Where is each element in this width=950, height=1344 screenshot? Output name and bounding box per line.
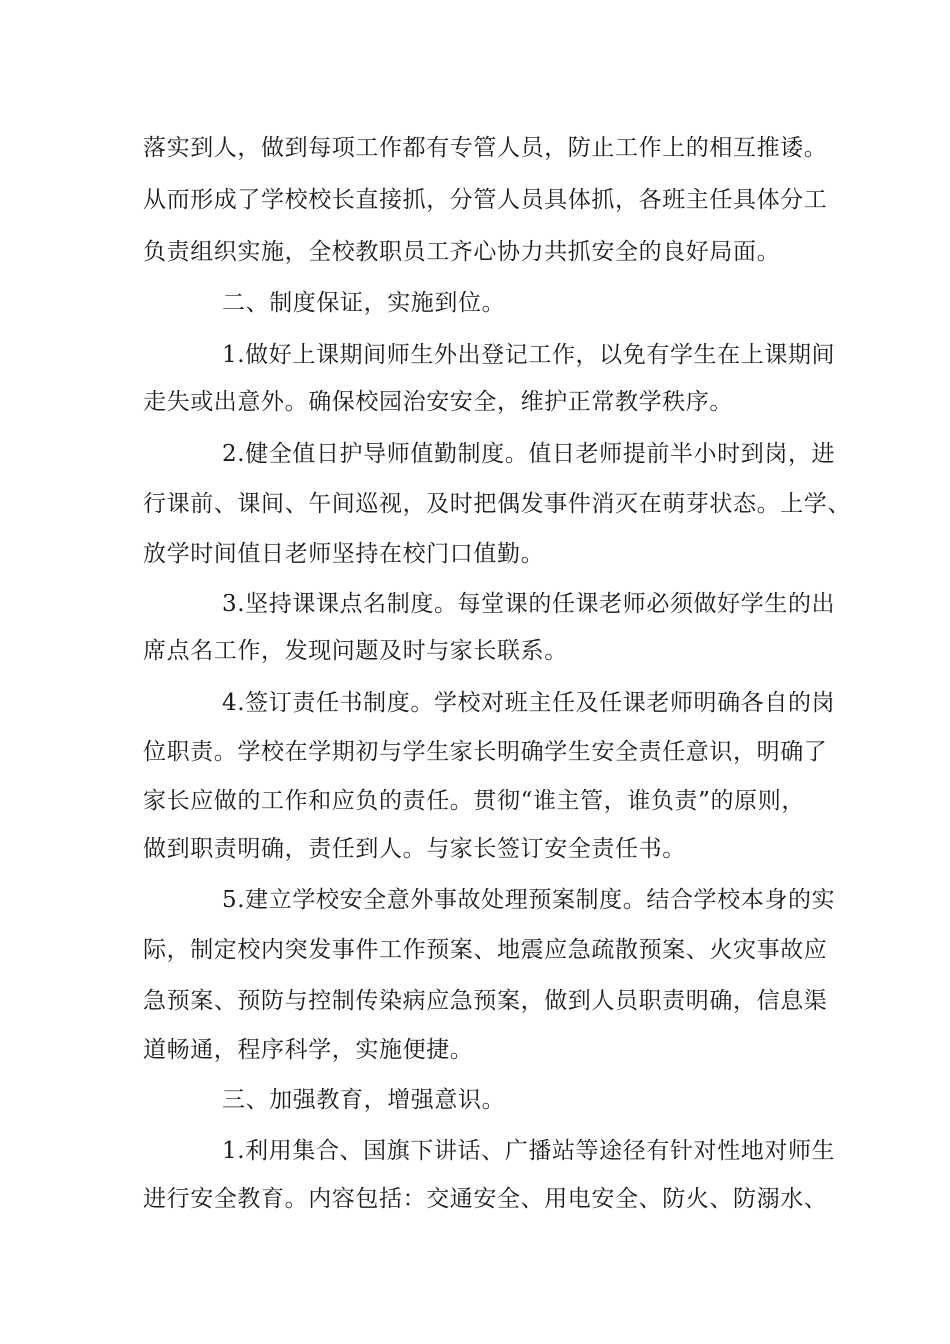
text-line: 负责组织实施，全校教职员工齐心协力共抓安全的良好局面。	[143, 239, 781, 265]
text-line: 际，制定校内突发事件工作预案、地震应急疏散预案、火灾事故应	[143, 937, 828, 963]
section-heading: 二、制度保证，实施到位。	[222, 290, 506, 316]
text-line: 做到职责明确，责任到人。与家长签订安全责任书。	[143, 836, 686, 862]
text-line: 落实到人，做到每项工作都有专管人员，防止工作上的相互推诿。	[143, 135, 828, 161]
section-heading: 三、加强教育，增强意识。	[222, 1087, 506, 1113]
text-line: 行课前、课间、午间巡视，及时把偶发事件消灭在萌芽状态。上学、	[143, 491, 851, 517]
text-line: 急预案、预防与控制传染病应急预案，做到人员职责明确，信息渠	[143, 988, 828, 1014]
text-line: 1.利用集合、国旗下讲话、广播站等途径有针对性地对师生	[222, 1138, 836, 1164]
text-line: 5.建立学校安全意外事故处理预案制度。结合学校本身的实	[222, 887, 836, 913]
text-line: 席点名工作，发现问题及时与家长联系。	[143, 638, 568, 664]
text-line: 1.做好上课期间师生外出登记工作，以免有学生在上课期间	[222, 342, 836, 368]
text-line: 放学时间值日老师坚持在校门口值勤。	[143, 541, 545, 567]
text-line: 2.健全值日护导师值勤制度。值日老师提前半小时到岗，进	[222, 441, 836, 467]
text-line: 位职责。学校在学期初与学生家长明确学生安全责任意识，明确了	[143, 739, 828, 765]
text-line: 家长应做的工作和应负的责任。贯彻“谁主管，谁负责”的原则，	[143, 788, 805, 814]
text-line: 走失或出意外。确保校园治安安全，维护正常教学秩序。	[143, 389, 733, 415]
text-line: 3.坚持课课点名制度。每堂课的任课老师必须做好学生的出	[222, 591, 836, 617]
text-line: 道畅通，程序科学，实施便捷。	[143, 1037, 474, 1063]
text-line: 从而形成了学校校长直接抓，分管人员具体抓，各班主任具体分工	[143, 187, 828, 213]
text-line: 进行安全教育。内容包括：交通安全、用电安全、防火、防溺水、	[143, 1186, 828, 1212]
text-line: 4.签订责任书制度。学校对班主任及任课老师明确各自的岗	[222, 690, 836, 716]
